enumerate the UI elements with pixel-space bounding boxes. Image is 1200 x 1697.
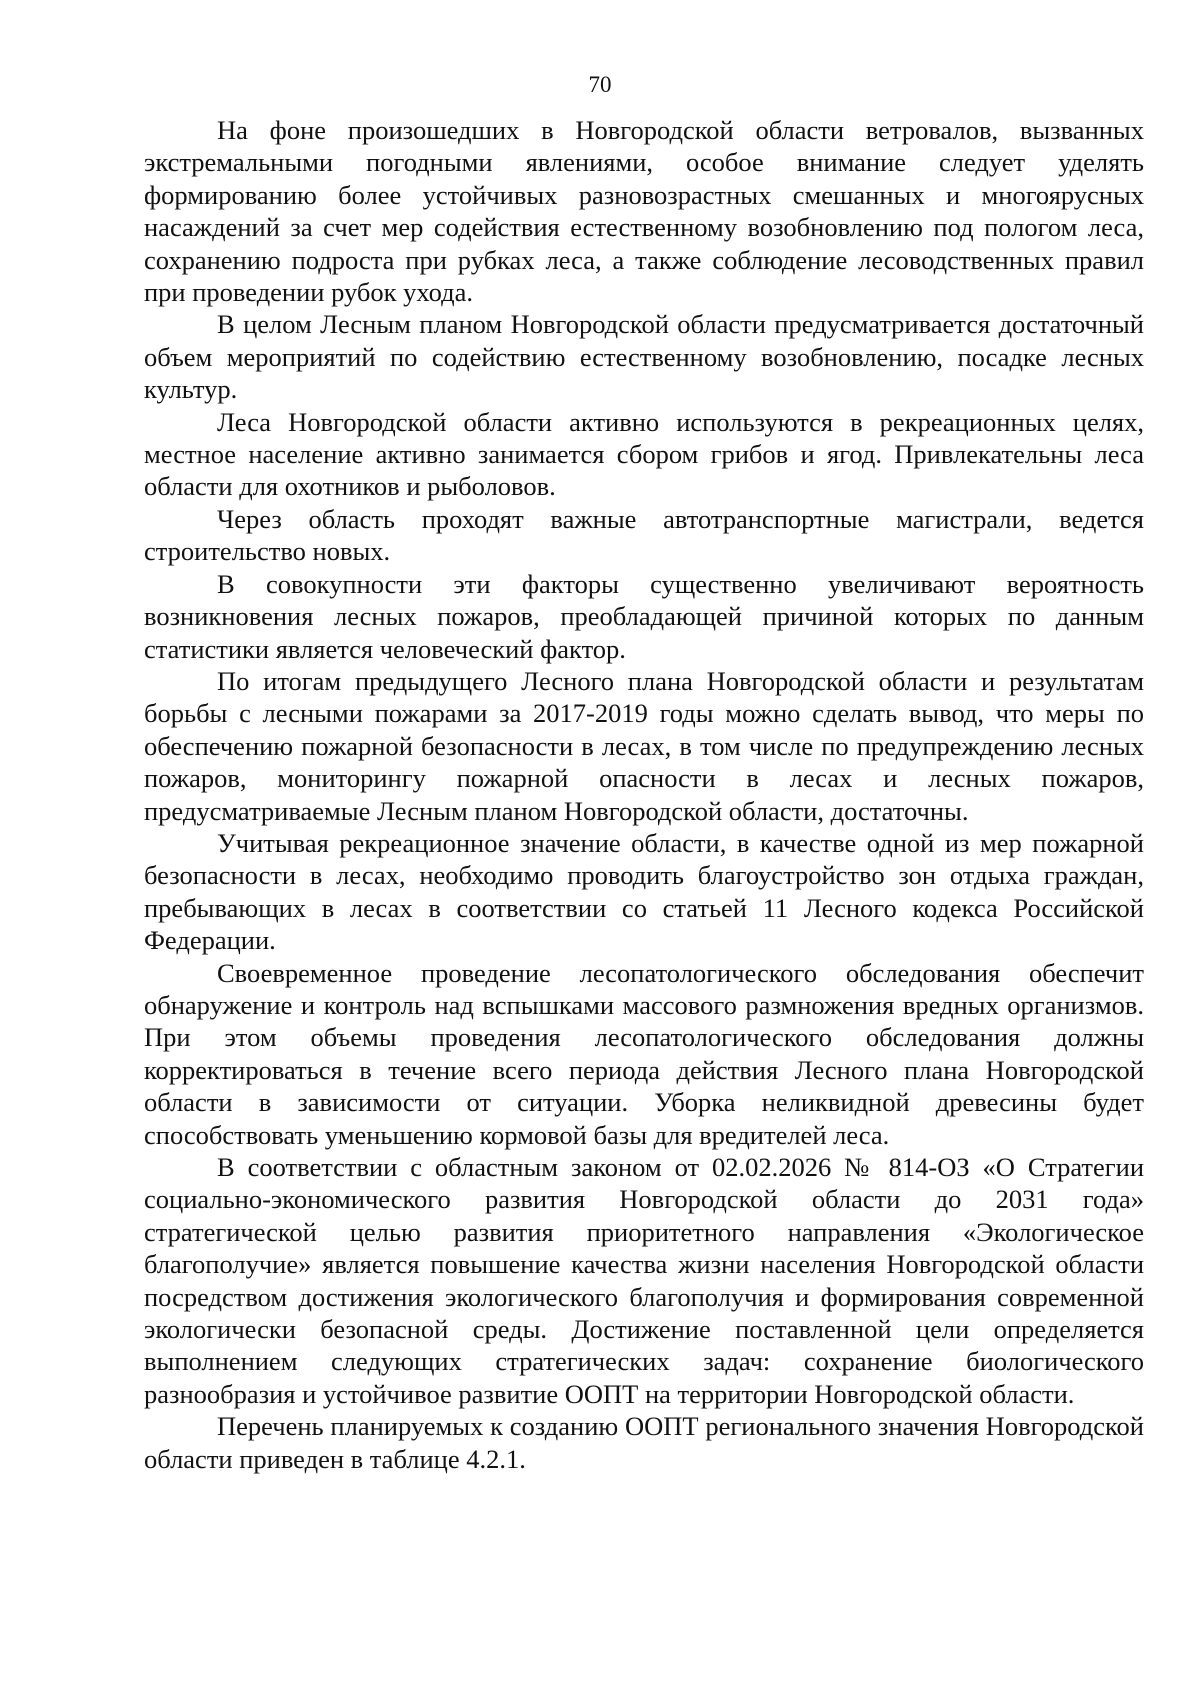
document-body [144, 114, 1144, 1475]
paragraph-windfall: На фоне произошедших в Новгородской области ветровалов, вызванных экстремальными погодными явлениями, особое внимание следует уделять формированию более устойчивых разновозрастных смешанных и многоярусных насаждений за счет мер содействия естественному возобновлению под пологом леса, сохранению подроста при рубках леса, а также соблюдение лесоводственных правил при проведении рубок ухода. [144, 115, 1144, 308]
paragraph-fire-risk: В совокупности эти факторы существенно увеличивают вероятность возникновения лесных пожаров, преобладающей причиной которых по данным статистики является человеческий фактор. [144, 568, 1144, 664]
paragraph-forest-plan-measures: В целом Лесным планом Новгородской области предусматривается достаточный объем мероприятий по содействию естественному возобновлению, посадке лесных культур. [144, 309, 1144, 405]
page-number: 70 [588, 72, 612, 97]
paragraph-oopt-list: Перечень планируемых к созданию ООПТ регионального значения Новгородской области приведен в таблице 4.2.1. [144, 1411, 1144, 1474]
paragraph-recreation-zones: Учитывая рекреационное значение области, в качестве одной из мер пожарной безопасности в лесах, необходимо проводить благоустройство зон отдыха граждан, пребывающих в лесах в соответствии со статьей 11 Лесного кодекса Российской Федерации. [144, 827, 1144, 956]
paragraph-recreation-use: Леса Новгородской области активно используются в рекреационных целях, местное население активно занимается сбором грибов и ягод. Привлекательны леса области для охотников и рыболовов. [144, 406, 1144, 502]
paragraph-highways: Через область проходят важные автотранспортные магистрали, ведется строительство новых. [144, 503, 1144, 567]
paragraph-strategy-law: В соответствии с областным законом от 02.02.2026 № 814-ОЗ «О Стратегии социально-экономического развития Новгородской области до 2031 года» стратегической целью развития приоритетного направления «Экологическое благополучие» является повышение качества жизни населения Новгородской области посредством достижения экологического благополучия и формирования современной экологически безопасной среды. Достижение поставленной цели определяется выполнением следующих стратегических задач: сохранение биологического разнообразия и устойчивое развитие ООПТ на территории Новгородской области. [144, 1152, 1144, 1409]
paragraph-fire-safety-results: По итогам предыдущего Лесного плана Новгородской области и результатам борьбы с лесными пожарами за 2017-2019 годы можно сделать вывод, что меры по обеспечению пожарной безопасности в лесах, в том числе по предупреждению лесных пожаров, мониторингу пожарной опасности в лесах и лесных пожаров, предусматриваемые Лесным планом Новгородской области, достаточны. [144, 665, 1144, 826]
paragraph-forest-pathology: Своевременное проведение лесопатологического обследования обеспечит обнаружение и контроль над вспышками массового размножения вредных организмов. При этом объемы проведения лесопатологического обследования должны корректироваться в течение всего периода действия Лесного плана Новгородской области в зависимости от ситуации. Уборка неликвидной древесины будет способствовать уменьшению кормовой базы для вредителей леса. [144, 957, 1144, 1150]
